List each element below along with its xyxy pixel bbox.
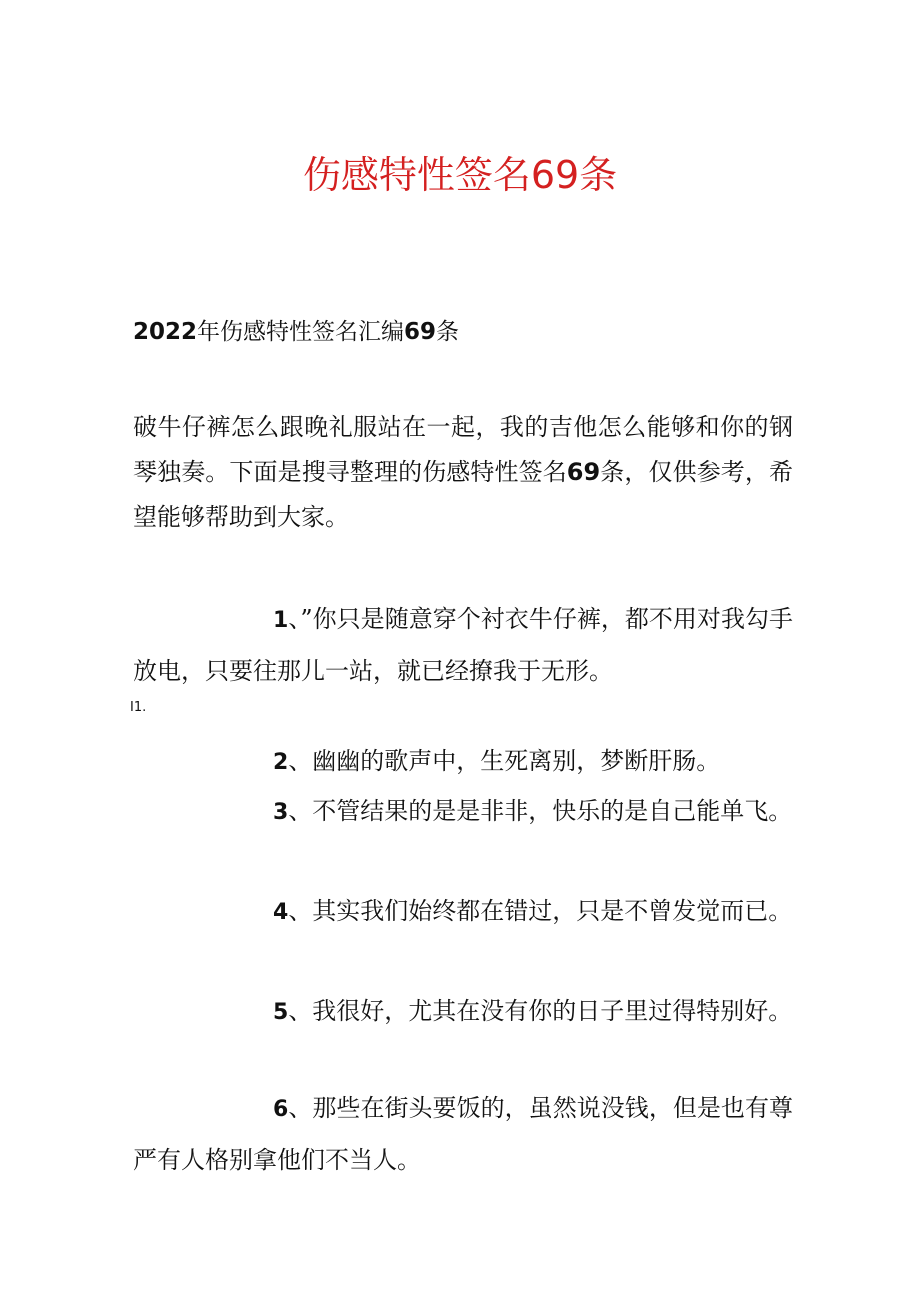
subtitle-text: 年伤感特性签名汇编 xyxy=(197,319,405,345)
intro-text-1: 破牛仔裤怎么跟晚礼服站在一起，我的吉他怎么能够和你的钢琴独奏。下面是搜寻整理的伤感特性签名 xyxy=(133,413,793,486)
item-text: 、那些在街头要饭的，虽然说没钱，但是也有尊严有人格别拿他们不当人。 xyxy=(133,1094,793,1174)
item-number: 4 xyxy=(273,900,289,925)
subtitle xyxy=(133,314,459,350)
stray-mark: I1. xyxy=(130,700,147,715)
list-item xyxy=(133,736,793,788)
list-item xyxy=(133,986,793,1038)
list-item xyxy=(133,786,793,838)
list-item xyxy=(133,1083,793,1185)
intro-text-2: 条，仅供参考，希望能够帮助到大家。 xyxy=(133,458,794,531)
intro-paragraph xyxy=(133,405,793,540)
item-text: 、不管结果的是是非非，快乐的是自己能单飞。 xyxy=(288,797,793,825)
item-text: 、我很好，尤其在没有你的日子里过得特别好。 xyxy=(288,997,793,1025)
list-item xyxy=(133,886,793,938)
item-text: 、”你只是随意穿个衬衣牛仔裤，都不用对我勾手放电，只要往那儿一站，就已经撩我于无形。 xyxy=(133,605,793,685)
subtitle-count: 69 xyxy=(404,319,437,345)
item-number: 1 xyxy=(273,608,289,633)
item-text: 、其实我们始终都在错过，只是不曾发觉而已。 xyxy=(288,897,793,925)
intro-count: 69 xyxy=(566,458,601,486)
subtitle-suffix: 条 xyxy=(436,319,460,345)
page-title: 伤感特性签名69条 xyxy=(302,153,618,197)
item-text: 、幽幽的歌声中，生死离别，梦断肝肠。 xyxy=(288,747,721,775)
item-number: 3 xyxy=(273,800,289,825)
item-number: 6 xyxy=(273,1097,289,1122)
item-number: 5 xyxy=(273,1000,289,1025)
subtitle-year: 2022 xyxy=(133,319,198,345)
list-item xyxy=(133,594,793,696)
item-number: 2 xyxy=(273,750,289,775)
